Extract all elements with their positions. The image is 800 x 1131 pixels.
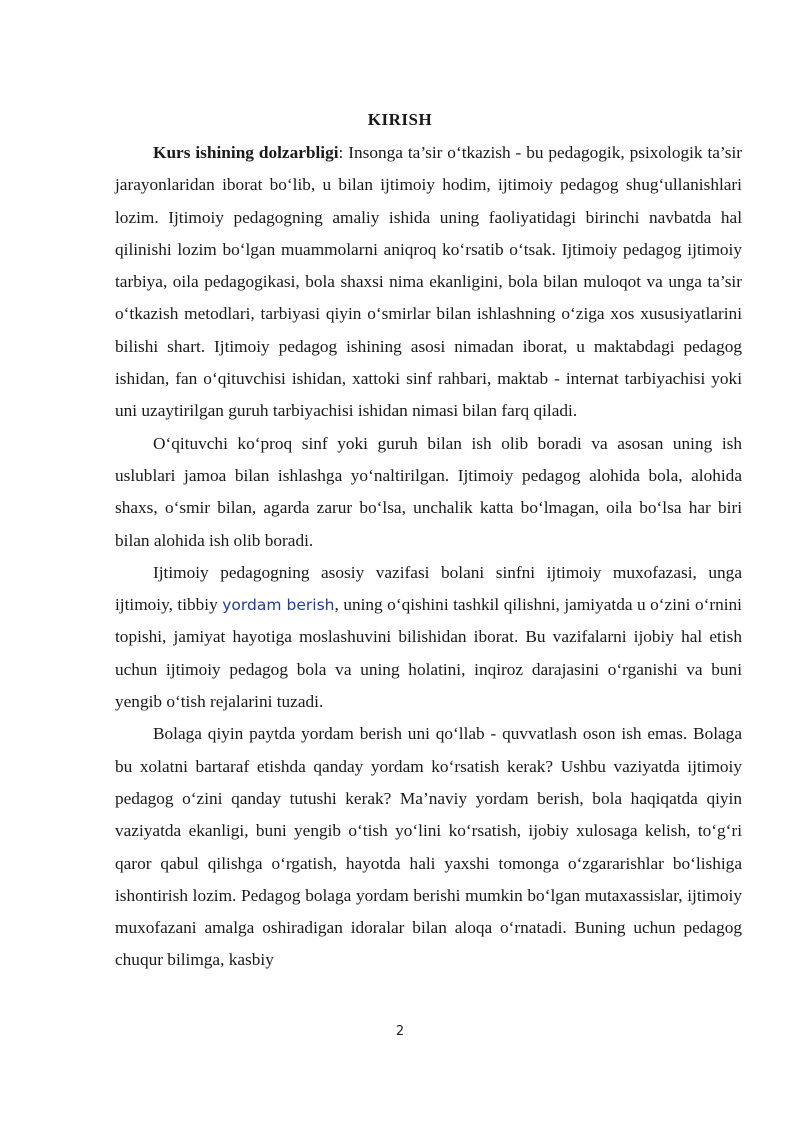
paragraph-relevance: [115, 137, 742, 428]
paragraph-text-after-link: , uning o‘qishini tashkil qilishni, jamiyatda u o‘zini o‘rnini topishi, jamiyat hayotiga moslashuvini bilishidan iborat. Bu vazifalarni ijobiy hal etish uchun ijtimoiy pedagog bola va uning holatini, inqiroz darajasini o‘rganishi va buni yengib o‘tish rejalarini tuzadi.: [115, 595, 742, 712]
paragraph-text: : Insonga ta’sir o‘tkazish - bu pedagogik, psixologik ta’sir jarayonlaridan iborat bo‘lib, u bilan ijtimoiy hodim, ijtimoiy pedagog shug‘ullanishlari lozim. Ijtimoiy pedagogning amaliy ishida uning faoliyatidagi birinchi navbatda hal qilinishi lozim bo‘lgan muammolarni aniqroq ko‘rsatib o‘tsak. Ijtimoiy pedagog ijtimoiy tarbiya, oila pedagogikasi, bola shaxsi nima ekanligini, bola bilan muloqot va unga ta’sir o‘tkazish metodlari, tarbiyasi qiyin o‘smirlar bilan ishlashning o‘ziga xos xususiyatlarini bilishi shart. Ijtimoiy pedagog ishining asosi nimadan iborat, u maktabdagi pedagog ishidan, fan o‘qituvchisi ishidan, xattoki sinf rahbari, maktab - internat tarbiyachisi yoki uni uzaytirilgan guruh tarbiyachisi ishidan nimasi bilan farq qiladi.: [115, 143, 743, 421]
body-text: [115, 137, 742, 977]
paragraph-text-before-link: Ijtimoiy pedagogning asosiy vazifasi bolani sinfni ijtimoiy muxofazasi, unga ijtimoiy, tibbiy: [115, 562, 742, 615]
paragraph-main-task: [115, 557, 742, 718]
paragraph-lead: Kurs ishining dolzarbligi: [153, 143, 339, 162]
paragraph-support: Bolaga qiyin paytda yordam berish uni qo‘llab - quvvatlash oson ish emas. Bolaga bu xolatni bartaraf etishda qanday yordam ko‘rsatish kerak? Ushbu vaziyatda ijtimoiy pedagog o‘zini qanday tutushi kerak? Ma’naviy yordam berish, bola haqiqatda qiyin vaziyatda ekanligi, buni yengib o‘tish yo‘lini ko‘rsatish, ijobiy xulosaga kelish, to‘g‘ri qaror qabul qilishga o‘rgatish, hayotda hali yaxshi tomonga o‘zgararishlar bo‘lishiga ishontirish lozim. Pedagog bolaga yordam berishi mumkin bo‘lgan mutaxassislar, ijtimoiy muxofazani amalga oshiradigan idoralar bilan aloqa o‘rnatadi. Buning uchun pedagog chuqur bilimga, kasbiy: [115, 724, 742, 970]
paragraph-teacher: O‘qituvchi ko‘proq sinf yoki guruh bilan ish olib boradi va asosan uning ish uslublari jamoa bilan ishlashga yo‘naltirilgan. Ijtimoiy pedagog alohida bola, alohida shaxs, o‘smir bilan, agarda zarur bo‘lsa, unchalik katta bo‘lmagan, oila bo‘lsa har biri bilan alohida ish olib boradi.: [115, 433, 742, 550]
page-number: 2: [395, 1024, 405, 1039]
section-title: KIRISH: [367, 110, 433, 129]
yordam-berish-link[interactable]: yordam berish: [222, 596, 335, 615]
